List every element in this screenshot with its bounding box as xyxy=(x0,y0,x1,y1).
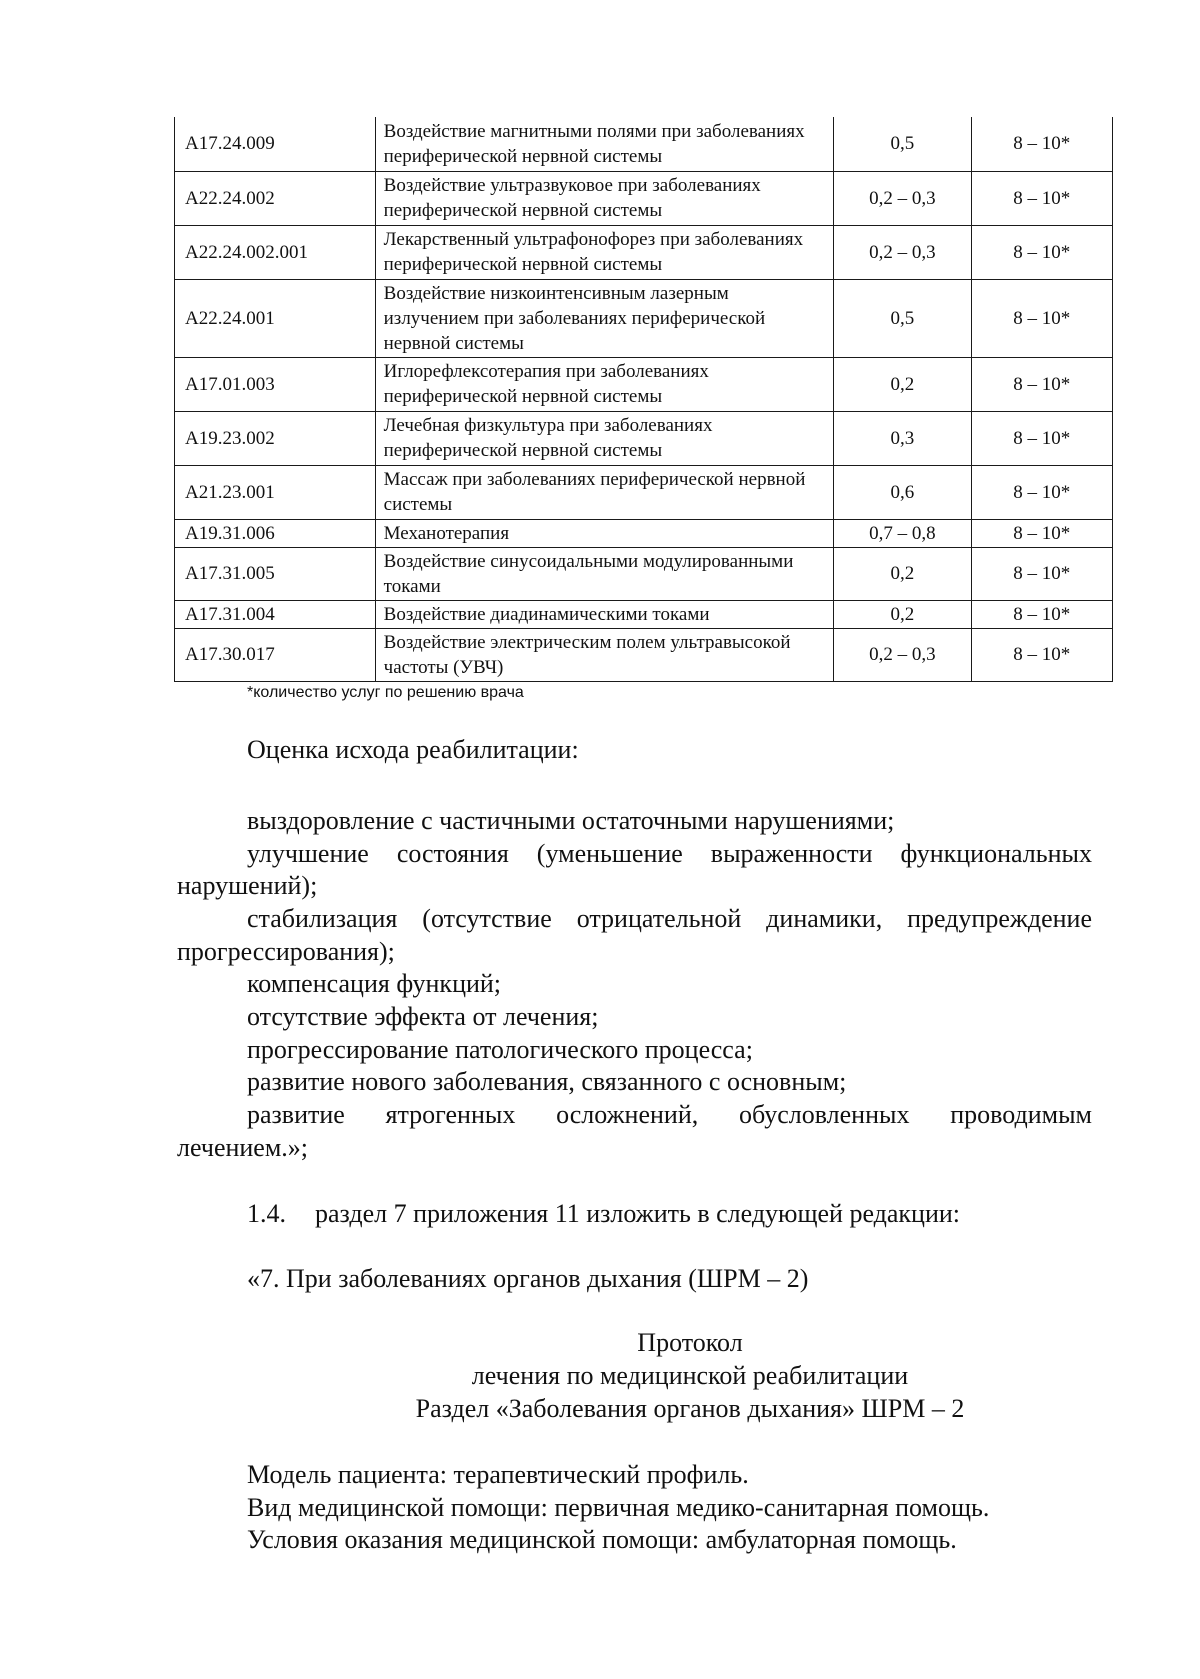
outcome-item-2-line-1: улучшение состояния (уменьшение выраженности функциональных xyxy=(247,839,1092,868)
procedure-count: 8 – 10* xyxy=(971,225,1112,279)
table-row xyxy=(175,519,1113,547)
outcome-item-8-line-2: лечением.»; xyxy=(177,1133,309,1162)
procedure-coefficient: 0,3 xyxy=(834,411,971,465)
procedure-count: 8 – 10* xyxy=(971,117,1112,171)
procedure-count: 8 – 10* xyxy=(971,411,1112,465)
procedure-coefficient: 0,2 – 0,3 xyxy=(834,225,971,279)
procedure-code: A17.31.004 xyxy=(175,600,376,628)
table-row xyxy=(175,279,1113,357)
procedure-name: Иглорефлексотерапия при заболеваниях периферической нервной системы xyxy=(375,357,833,411)
table-row xyxy=(175,357,1113,411)
outcome-item-6: прогрессирование патологического процесса; xyxy=(247,1035,753,1064)
procedure-coefficient: 0,2 xyxy=(834,600,971,628)
procedure-name: Воздействие синусоидальными модулированными токами xyxy=(375,547,833,600)
outcome-heading: Оценка исхода реабилитации: xyxy=(247,735,579,764)
procedure-code: A22.24.002.001 xyxy=(175,225,376,279)
procedure-count: 8 – 10* xyxy=(971,519,1112,547)
procedure-count: 8 – 10* xyxy=(971,547,1112,600)
table-row xyxy=(175,117,1113,171)
procedure-code: A17.31.005 xyxy=(175,547,376,600)
table-footnote: *количество услуг по решению врача xyxy=(247,684,524,701)
procedure-coefficient: 0,5 xyxy=(834,117,971,171)
procedure-coefficient: 0,5 xyxy=(834,279,971,357)
procedure-coefficient: 0,2 xyxy=(834,547,971,600)
outcome-item-2-line-2: нарушений); xyxy=(177,871,318,900)
table-row xyxy=(175,600,1113,628)
procedure-code: A17.01.003 xyxy=(175,357,376,411)
table-row xyxy=(175,225,1113,279)
procedure-count: 8 – 10* xyxy=(971,628,1112,681)
outcome-item-8-line-1: развитие ятрогенных осложнений, обусловленных проводимым xyxy=(247,1100,1092,1129)
procedure-coefficient: 0,2 xyxy=(834,357,971,411)
procedure-count: 8 – 10* xyxy=(971,171,1112,225)
procedure-code: A21.23.001 xyxy=(175,465,376,519)
outcome-item-5: отсутствие эффекта от лечения; xyxy=(247,1002,599,1031)
outcome-item-3-line-1: стабилизация (отсутствие отрицательной динамики, предупреждение xyxy=(247,904,1092,933)
procedure-code: A22.24.002 xyxy=(175,171,376,225)
procedure-code: A22.24.001 xyxy=(175,279,376,357)
procedure-count: 8 – 10* xyxy=(971,600,1112,628)
table-row xyxy=(175,465,1113,519)
table-row xyxy=(175,547,1113,600)
care-type: Вид медицинской помощи: первичная медико-санитарная помощь. xyxy=(247,1493,990,1522)
procedure-name: Лечебная физкультура при заболеваниях периферической нервной системы xyxy=(375,411,833,465)
protocol-subtitle: лечения по медицинской реабилитации xyxy=(471,1361,909,1390)
care-conditions: Условия оказания медицинской помощи: амбулаторная помощь. xyxy=(247,1525,957,1554)
table-row xyxy=(175,171,1113,225)
outcome-item-1: выздоровление с частичными остаточными нарушениями; xyxy=(247,806,895,835)
procedure-name: Воздействие электрическим полем ультравысокой частоты (УВЧ) xyxy=(375,628,833,681)
procedure-coefficient: 0,2 – 0,3 xyxy=(834,171,971,225)
procedure-name: Воздействие низкоинтенсивным лазерным излучением при заболеваниях периферической нервной системы xyxy=(375,279,833,357)
procedure-name: Лекарственный ультрафонофорез при заболеваниях периферической нервной системы xyxy=(375,225,833,279)
procedures-table xyxy=(174,117,1113,682)
procedure-name: Воздействие ультразвуковое при заболеваниях периферической нервной системы xyxy=(375,171,833,225)
procedure-name: Воздействие диадинамическими токами xyxy=(375,600,833,628)
outcome-item-3-line-2: прогрессирования); xyxy=(177,937,395,966)
procedures-table-body xyxy=(175,117,1113,681)
amendment-text: раздел 7 приложения 11 изложить в следующей редакции: xyxy=(315,1199,961,1228)
protocol-section: Раздел «Заболевания органов дыхания» ШРМ – 2 xyxy=(415,1394,965,1423)
procedure-count: 8 – 10* xyxy=(971,279,1112,357)
protocol-title: Протокол xyxy=(637,1328,743,1357)
procedure-coefficient: 0,7 – 0,8 xyxy=(834,519,971,547)
section-heading: «7. При заболеваниях органов дыхания (ШРМ – 2) xyxy=(247,1264,809,1293)
outcome-item-7: развитие нового заболевания, связанного с основным; xyxy=(247,1067,847,1096)
procedure-code: A17.24.009 xyxy=(175,117,376,171)
procedure-count: 8 – 10* xyxy=(971,357,1112,411)
procedure-coefficient: 0,6 xyxy=(834,465,971,519)
procedure-code: A17.30.017 xyxy=(175,628,376,681)
amendment-number: 1.4. xyxy=(247,1199,286,1228)
procedure-coefficient: 0,2 – 0,3 xyxy=(834,628,971,681)
procedure-code: A19.23.002 xyxy=(175,411,376,465)
procedure-count: 8 – 10* xyxy=(971,465,1112,519)
procedure-name: Воздействие магнитными полями при заболеваниях периферической нервной системы xyxy=(375,117,833,171)
procedure-name: Механотерапия xyxy=(375,519,833,547)
procedure-name: Массаж при заболеваниях периферической нервной системы xyxy=(375,465,833,519)
outcome-item-4: компенсация функций; xyxy=(247,969,502,998)
patient-model: Модель пациента: терапевтический профиль. xyxy=(247,1460,749,1489)
table-row xyxy=(175,411,1113,465)
table-row xyxy=(175,628,1113,681)
procedure-code: A19.31.006 xyxy=(175,519,376,547)
